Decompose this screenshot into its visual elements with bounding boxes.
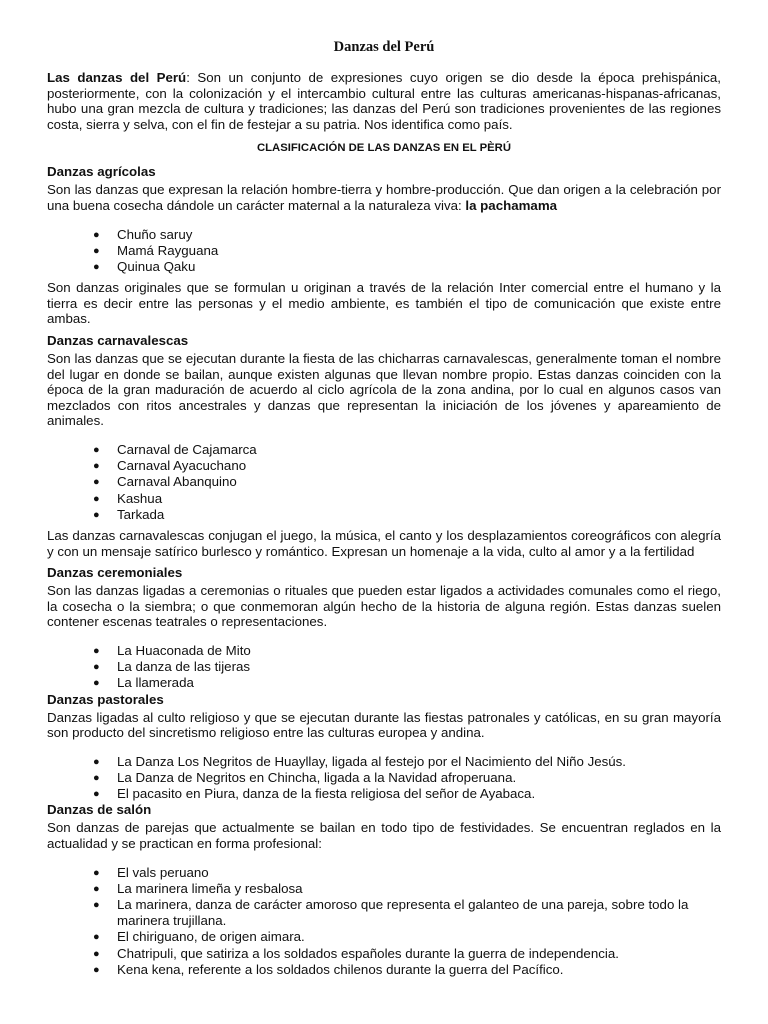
- document-title: Danzas del Perú: [333, 39, 435, 55]
- list-pastorales: [47, 754, 721, 803]
- bullet-icon: ●: [93, 677, 100, 690]
- list-item: [47, 491, 721, 507]
- list-item: [47, 259, 721, 275]
- bullet-icon: ●: [93, 460, 100, 473]
- list-item: [47, 243, 721, 259]
- list-item: [47, 881, 721, 897]
- document-page: [47, 38, 721, 978]
- list-item: [47, 929, 721, 945]
- list-item-text: Mamá Rayguana: [117, 242, 219, 258]
- section-text-salon: Son danzas de parejas que actualmente se bailan en todo tipo de festividades. Se encuentran reglados en la actualidad y se practican en forma profesional:: [47, 820, 721, 851]
- section-text-body: Son las danzas que expresan la relación hombre-tierra y hombre-producción. Que dan origen a la celebración por una buena cosecha dándole un carácter maternal a la naturaleza viva:: [47, 182, 721, 213]
- list-carnavalescas: [47, 442, 721, 523]
- list-salon: [47, 865, 721, 978]
- list-item: [47, 786, 721, 802]
- bullet-icon: ●: [93, 866, 100, 879]
- bullet-icon: ●: [93, 931, 100, 944]
- list-item-text: Kena kena, referente a los soldados chilenos durante la guerra del Pacífico.: [117, 961, 564, 977]
- section-text-pastorales: Danzas ligadas al culto religioso y que se ejecutan durante las fiestas patronales y católicas, en su gran mayoría son producto del sincretismo religioso entre las culturas europea y andina.: [47, 709, 721, 741]
- bullet-icon: ●: [93, 244, 100, 257]
- list-item-text: Quinua Qaku: [117, 258, 196, 274]
- list-item-text: El vals peruano: [117, 864, 209, 880]
- list-item: [47, 897, 721, 929]
- bullet-icon: ●: [93, 443, 100, 456]
- list-item-text: Carnaval de Cajamarca: [117, 441, 257, 457]
- section-after-agricolas: Son danzas originales que se formulan u originan a través de la relación Inter comercial entre el humano y la tierra es decir entre las personas y el medio ambiente, es también el tipo de comunicación que existe entre ambas.: [47, 280, 721, 327]
- list-ceremoniales: [47, 643, 721, 692]
- bullet-icon: ●: [93, 228, 100, 241]
- list-item-text: La danza de las tijeras: [117, 659, 251, 675]
- list-item-text: Tarkada: [117, 506, 165, 522]
- section-text-carnavalescas: Son las danzas que se ejecutan durante la fiesta de las chicharras carnavalescas, generalmente toman el nombre del lugar en donde se bailan, aunque existen algunas que llevan nombre propio. Estas danzas coinciden con la época de la gran maduración de acuerdo al ciclo agrícola de la zona andina, por lo cual en algunos casos van mezclados con ritos ancestrales y danzas que representan la iniciación de los jóvenes y apareamiento de animales.: [47, 350, 721, 429]
- list-item-text: Carnaval Ayacuchano: [117, 458, 247, 474]
- section-heading-ceremoniales: Danzas ceremoniales: [47, 565, 183, 581]
- list-item-text: La Danza de Negritos en Chincha, ligada a la Navidad afroperuana.: [117, 769, 517, 785]
- list-item: [47, 754, 721, 770]
- list-item: [47, 643, 721, 659]
- list-item-text: La marinera limeña y resbalosa: [117, 880, 303, 896]
- section-text-ceremoniales: Son las danzas ligadas a ceremonias o rituales que pueden estar ligados a actividades comunales como el riego, la cosecha o la siembra; o que conmemoran algún hecho de la historia de alguna región. Estas danzas suelen contener escenas teatrales o representaciones.: [47, 583, 721, 630]
- bullet-icon: ●: [93, 771, 100, 784]
- list-item-text: Kashua: [117, 490, 163, 506]
- bullet-icon: ●: [93, 882, 100, 895]
- list-agricolas: [47, 227, 721, 276]
- intro-paragraph: [47, 70, 721, 132]
- bullet-icon: ●: [93, 661, 100, 674]
- bullet-icon: ●: [93, 963, 100, 976]
- list-item: [47, 227, 721, 243]
- section-text-agricolas: [47, 182, 721, 213]
- bullet-icon: ●: [93, 947, 100, 960]
- list-item: [47, 865, 721, 881]
- intro-text: : Son un conjunto de expresiones cuyo origen se dio desde la época prehispánica, posteriormente, con la colonización y el intercambio cultural entre las culturas americanas-hispanas-africanas, hubo una gran mezcla de cultura y tradiciones; las danzas del Perú son tradiciones provenientes de las regiones costa, sierra y selva, con el fin de festejar a su patria. Nos identifica como país.: [47, 70, 721, 132]
- bullet-icon: ●: [93, 755, 100, 768]
- list-item: [47, 507, 721, 523]
- section-heading-carnavalescas: Danzas carnavalescas: [47, 332, 189, 348]
- section-heading-salon: Danzas de salón: [47, 802, 152, 818]
- list-item: [47, 675, 721, 691]
- list-item-text: Chatripuli, que satiriza a los soldados españoles durante la guerra de independencia.: [117, 945, 619, 961]
- list-item-text: La Danza Los Negritos de Huayllay, ligada al festejo por el Nacimiento del Niño Jesús.: [117, 753, 627, 769]
- list-item: [47, 946, 721, 962]
- list-item-text: Chuño saruy: [117, 226, 193, 242]
- list-item: [47, 659, 721, 675]
- classification-heading: CLASIFICACIÓN DE LAS DANZAS EN EL PÈRÚ: [257, 142, 511, 155]
- bullet-icon: ●: [93, 260, 100, 273]
- bullet-icon: ●: [93, 476, 100, 489]
- section-text-bold: la pachamama: [465, 197, 558, 213]
- list-item-text: El chiriguano, de origen aimara.: [117, 929, 305, 945]
- list-item-text: Carnaval Abanquino: [117, 474, 237, 490]
- bullet-icon: ●: [93, 492, 100, 505]
- bullet-icon: ●: [93, 644, 100, 657]
- bullet-icon: ●: [93, 898, 100, 911]
- bullet-icon: ●: [93, 788, 100, 801]
- section-heading-agricolas: Danzas agrícolas: [47, 164, 156, 180]
- list-item: [47, 770, 721, 786]
- section-heading-pastorales: Danzas pastorales: [47, 691, 164, 707]
- list-item-text: La Huaconada de Mito: [117, 642, 251, 658]
- list-item: [47, 474, 721, 490]
- list-item-text: El pacasito en Piura, danza de la fiesta religiosa del señor de Ayabaca.: [117, 786, 536, 802]
- section-after-carnavalescas: Las danzas carnavalescas conjugan el juego, la música, el canto y los desplazamientos coreográficos con alegría y con un mensaje satírico burlesco y romántico. Expresan un homenaje a la vida, culto al amor y a la fertilidad: [47, 527, 721, 559]
- list-item-text: La marinera, danza de carácter amoroso que representa el galanteo de una pareja, sobre todo la marinera trujillana.: [117, 896, 689, 929]
- list-item: [47, 962, 721, 978]
- intro-lead: Las danzas del Perú: [47, 70, 187, 85]
- bullet-icon: ●: [93, 508, 100, 521]
- list-item-text: La llamerada: [117, 675, 194, 691]
- list-item: [47, 458, 721, 474]
- list-item: [47, 442, 721, 458]
